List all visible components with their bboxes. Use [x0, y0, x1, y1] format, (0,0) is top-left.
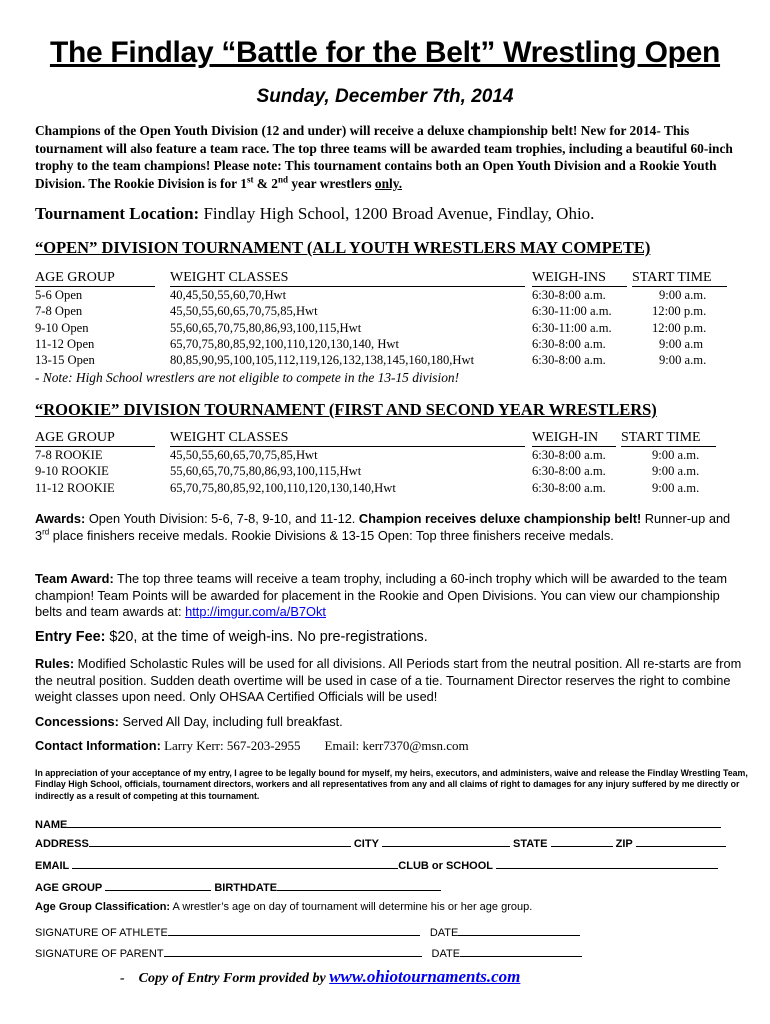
eligibility-note: - Note: High School wrestlers are not eligible to compete in the 13-15 division! [35, 370, 460, 385]
event-date: Sunday, December 7th, 2014 [256, 86, 514, 107]
parent-signature-label: SIGNATURE OF PARENT [35, 948, 164, 960]
cell-start-time: 9:00 a.m. [659, 288, 707, 302]
table-row [35, 321, 735, 337]
cell-weigh-in: 6:30-8:00 a.m. [532, 464, 606, 479]
rookie-division-heading: “ROOKIE” DIVISION TOURNAMENT (FIRST AND SECOND YEAR WRESTLERS) [35, 400, 657, 419]
classification-label: Age Group Classification: [35, 901, 171, 913]
parent-signature-field [35, 946, 582, 960]
city-label: CITY [353, 838, 379, 850]
cell-start-time: 9:00 a.m. [652, 464, 700, 479]
tournament-location [35, 204, 594, 224]
birthdate-label: BIRTHDATE [214, 882, 278, 894]
contact-label: Contact Information: [35, 738, 161, 753]
team-award-paragraph [35, 571, 745, 621]
header-underline [35, 286, 155, 287]
awards-sup: rd [42, 527, 50, 537]
table-header [35, 430, 735, 448]
table-row [35, 353, 735, 369]
intro-paragraph [35, 122, 745, 192]
open-division-heading: “OPEN” DIVISION TOURNAMENT (ALL YOUTH WRESTLERS MAY COMPETE) [35, 238, 651, 257]
cell-weigh-in: 6:30-8:00 a.m. [532, 480, 606, 495]
city-input[interactable] [382, 836, 510, 847]
athlete-signature-input[interactable] [168, 925, 420, 936]
rules-label: Rules: [35, 656, 75, 671]
intro-sup: nd [277, 174, 288, 185]
entry-fee-label: Entry Fee: [35, 629, 106, 645]
concessions [35, 714, 745, 731]
location-value: Findlay High School, 1200 Broad Avenue, Findlay, Ohio. [199, 204, 595, 223]
cell-weigh-ins: 6:30-11:00 a.m. [532, 304, 612, 319]
cell-weight-classes: 65,70,75,80,85,92,100,110,120,130,140,Hwt [170, 480, 396, 495]
table-row [35, 304, 735, 320]
age-classification [35, 901, 532, 913]
ohiotournaments-link[interactable]: www.ohiotournaments.com [329, 967, 521, 986]
header-underline [532, 286, 627, 287]
intro-text: Champions of the Open Youth Division (12 and under) will receive a deluxe championship belt! New for 2014- This tournament will also feature a team race. The top three teams will be awarded team trophies, including a beautiful 60-inch trophy to the team champions! Please note: This tournament contains both an Open Youth Division and a Rookie Youth Division. The Rookie Division is for 1 [35, 123, 733, 191]
cell-age-group: 9-10 Open [35, 320, 89, 335]
name-input[interactable] [67, 817, 721, 828]
cell-start-time: 9:00 a.m. [659, 353, 707, 368]
club-label: CLUB or SCHOOL [398, 860, 494, 872]
cell-weigh-in: 6:30-8:00 a.m. [532, 448, 606, 462]
header-underline [632, 286, 727, 287]
parent-signature-input[interactable] [164, 946, 422, 957]
header-underline [621, 446, 716, 447]
header-underline [35, 446, 155, 447]
cell-weigh-ins: 6:30-8:00 a.m. [532, 353, 606, 368]
entry-fee-text: $20, at the time of weigh-ins. No pre-registrations. [105, 629, 428, 645]
table-row [35, 464, 735, 480]
cell-weight-classes: 65,70,75,80,85,92,100,110,120,130,140, Hwt [170, 336, 400, 351]
table-row [35, 288, 735, 304]
cell-age-group: 9-10 ROOKIE [35, 464, 109, 479]
age-group-input[interactable] [105, 880, 211, 891]
contact-information [35, 738, 745, 755]
age-group-label: AGE GROUP [35, 882, 103, 894]
header-weight-classes: WEIGHT CLASSES [170, 270, 289, 285]
cell-age-group: 5-6 Open [35, 288, 83, 302]
awards-text: place finishers receive medals. Rookie Divisions & 13-15 Open: Top three finishers receive medals. [49, 527, 614, 543]
cell-weight-classes: 40,45,50,55,60,70,Hwt [170, 288, 287, 302]
age-birthdate-field [35, 880, 441, 894]
classification-text: A wrestler’s age on day of tournament will determine his or her age group. [170, 901, 533, 913]
header-weight-classes: WEIGHT CLASSES [170, 430, 289, 445]
header-age-group: AGE GROUP [35, 430, 115, 445]
contact-name-phone: Larry Kerr: 567-203-2955 [160, 738, 301, 753]
cell-start-time: 12:00 p.m. [652, 320, 707, 335]
footer-dash: - [120, 971, 125, 986]
cell-weight-classes: 45,50,55,60,65,70,75,85,Hwt [170, 304, 318, 319]
state-label: STATE [513, 838, 548, 850]
table-row [35, 448, 735, 464]
cell-age-group: 11-12 ROOKIE [35, 480, 115, 495]
concessions-text: Served All Day, including full breakfast. [118, 714, 343, 729]
cell-age-group: 13-15 Open [35, 353, 95, 368]
rules-paragraph [35, 656, 745, 706]
athlete-date-label: DATE [429, 927, 459, 939]
header-age-group: AGE GROUP [35, 270, 115, 285]
team-award-label: Team Award: [35, 571, 114, 586]
state-input[interactable] [551, 836, 613, 847]
intro-text: & 2 [253, 175, 278, 191]
email-club-field [35, 858, 718, 872]
cell-weigh-ins: 6:30-8:00 a.m. [532, 288, 606, 302]
cell-weight-classes: 45,50,55,60,65,70,75,85,Hwt [170, 448, 318, 462]
club-input[interactable] [496, 858, 718, 869]
athlete-date-input[interactable] [458, 925, 580, 936]
footer-credit [120, 967, 520, 987]
team-awards-link[interactable]: http://imgur.com/a/B7Okt [185, 604, 326, 619]
contact-email: Email: kerr7370@msn.com [324, 738, 469, 753]
cell-weigh-ins: 6:30-11:00 a.m. [532, 320, 612, 335]
table-row [35, 481, 735, 497]
team-award-text: The top three teams will receive a team trophy, including a 60-inch trophy which will be awarded to the team champion! Team Points will be awarded for placement in the Rookie and Open Divisions. You can view our championship belts and team awards at: [35, 571, 728, 619]
header-underline [170, 446, 525, 447]
cell-age-group: 7-8 ROOKIE [35, 448, 103, 462]
awards-text: Runner-up and 3 [35, 511, 731, 543]
cell-start-time: 9:00 a.m. [652, 448, 700, 462]
concessions-label: Concessions: [35, 714, 119, 729]
intro-text: year wrestlers [288, 175, 375, 191]
cell-start-time: 12:00 p.m. [652, 304, 707, 319]
email-input[interactable] [72, 858, 398, 869]
intro-sup: st [246, 174, 254, 185]
athlete-signature-label: SIGNATURE OF ATHLETE [35, 927, 168, 939]
zip-label: ZIP [615, 838, 633, 850]
awards-paragraph [35, 511, 745, 544]
cell-age-group: 7-8 Open [35, 304, 83, 319]
footer-text: Copy of Entry Form provided by [138, 971, 330, 986]
address-input[interactable] [89, 836, 351, 847]
table-row [35, 337, 735, 353]
rookie-division-table [35, 430, 735, 497]
name-label: NAME [35, 819, 68, 831]
awards-text: Open Youth Division: 5-6, 7-8, 9-10, and 11-12. [85, 511, 359, 526]
birthdate-input[interactable] [277, 880, 441, 891]
cell-start-time: 9:00 a.m [659, 336, 704, 351]
header-underline [170, 286, 525, 287]
table-header [35, 270, 735, 288]
entry-fee [35, 629, 745, 646]
cell-weight-classes: 80,85,90,95,100,105,112,119,126,132,138,145,160,180,Hwt [170, 353, 475, 368]
athlete-signature-field [35, 925, 580, 939]
address-label: ADDRESS [35, 838, 89, 850]
legal-waiver: In appreciation of your acceptance of my entry, I agree to be legally bound for myself, my heirs, executors, and administers, waive and release the Findlay Wrestling Team, Findlay High School, officials, tournament directors, workers and all representatives from any and all claims of right to damages for any injury suffered by me directly or indirectly as a result of competing at this tournament. [35, 768, 748, 801]
header-underline [532, 446, 616, 447]
zip-input[interactable] [636, 836, 726, 847]
cell-weight-classes: 55,60,65,70,75,80,86,93,100,115,Hwt [170, 464, 362, 479]
intro-emphasis: only. [374, 175, 403, 191]
location-label: Tournament Location: [35, 204, 200, 223]
cell-weight-classes: 55,60,65,70,75,80,86,93,100,115,Hwt [170, 320, 362, 335]
cell-start-time: 9:00 a.m. [652, 480, 700, 495]
header-start-time: START TIME [632, 270, 712, 285]
page-title: The Findlay “Battle for the Belt” Wrestling Open [49, 36, 721, 69]
header-weigh-in: WEIGH-IN [532, 430, 599, 445]
header-weigh-ins: WEIGH-INS [532, 270, 606, 285]
parent-date-label: DATE [431, 948, 461, 960]
address-field [35, 836, 726, 850]
email-label: EMAIL [35, 860, 70, 872]
rules-text: Modified Scholastic Rules will be used for all divisions. All Periods start from the neutral position. All re-starts are from the neutral position. Sudden death overtime will be used in case of a tie. Tournament Director reserves the right to combine weight classes upon need. Only OHSAA Certified Officials will be used! [35, 656, 742, 704]
cell-weigh-ins: 6:30-8:00 a.m. [532, 336, 606, 351]
name-field [35, 817, 721, 831]
open-division-table [35, 270, 735, 369]
cell-age-group: 11-12 Open [35, 336, 95, 351]
awards-emphasis: Champion receives deluxe championship belt! [358, 511, 642, 526]
parent-date-input[interactable] [460, 946, 582, 957]
awards-label: Awards: [35, 511, 86, 526]
header-start-time: START TIME [621, 430, 701, 445]
